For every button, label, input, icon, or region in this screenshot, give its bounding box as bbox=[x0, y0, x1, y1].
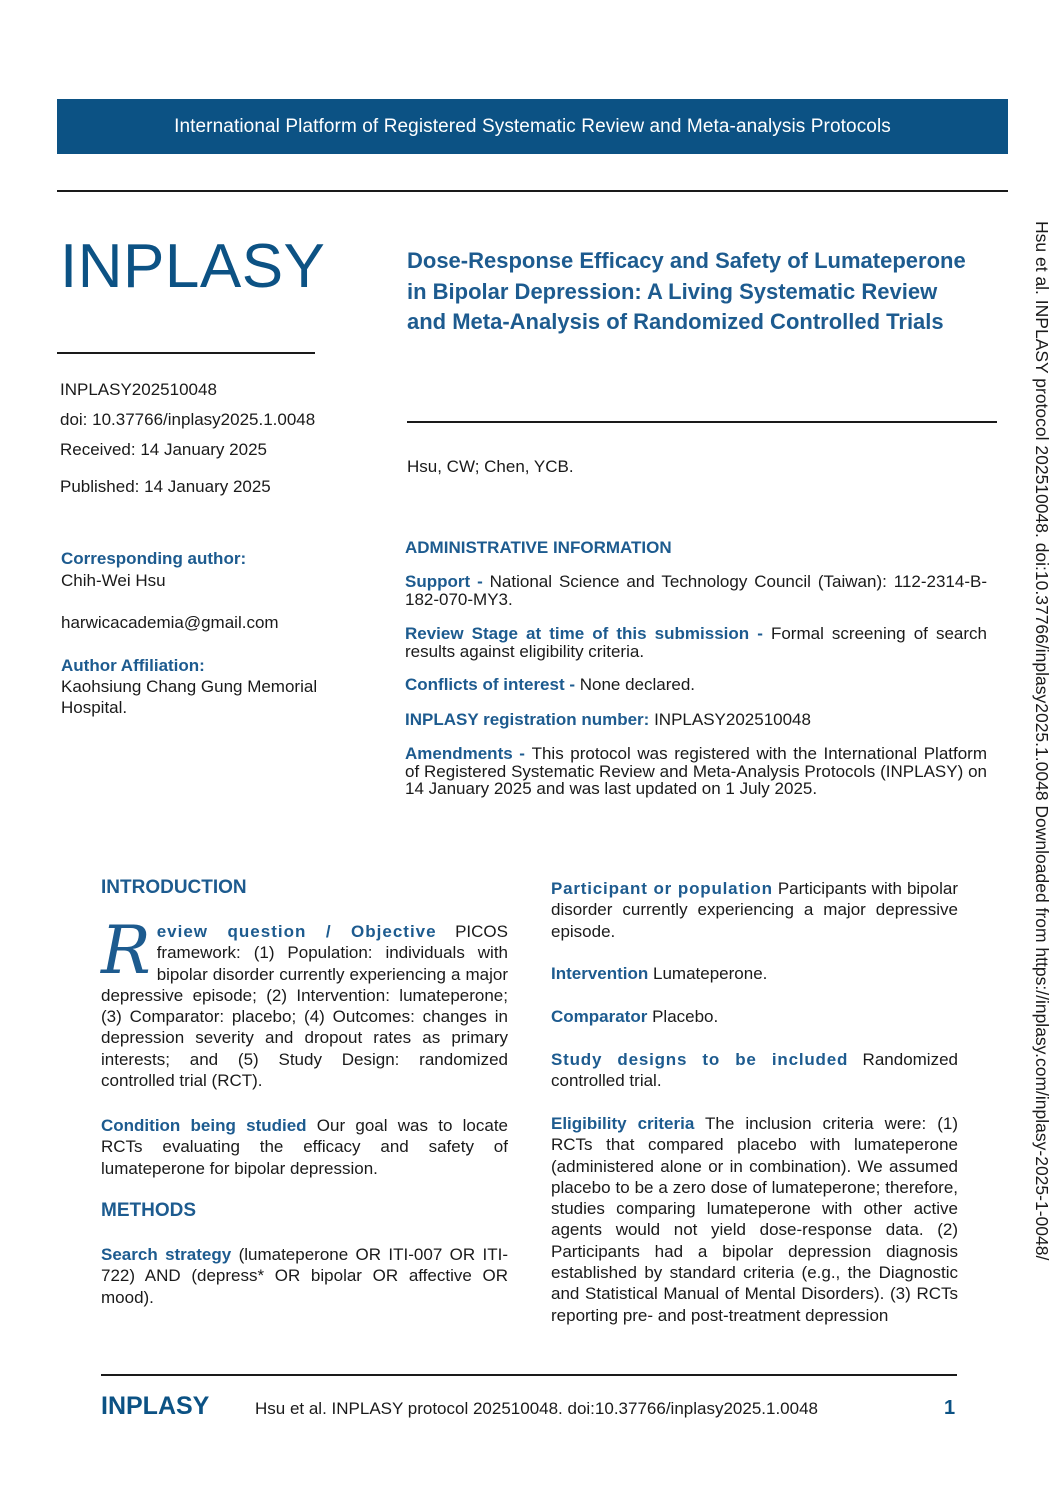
admin-amendments: Amendments - This protocol was registered with the International Platform of Registered Systematic Review and Meta-Analysis Protocols (INPLASY) on 14 January 2025 and was last updated on 1 July 2025. bbox=[405, 744, 987, 798]
admin-registration: INPLASY registration number: INPLASY202510048 bbox=[405, 710, 811, 729]
review-question: Review question / Objective PICOS framework: (1) Population: individuals with bipolar disorder currently experiencing a major depressive episode; (2) Intervention: lumateperone; (3) Comparator: placebo; (4) Outcomes: changes in depression severity and dropout rates as primary interests; and (5) Study Design: randomized controlled trial (RCT). bbox=[101, 912, 508, 1091]
logo-rule bbox=[57, 352, 315, 354]
methods-heading: METHODS bbox=[101, 1200, 196, 1221]
authors: Hsu, CW; Chen, YCB. bbox=[407, 457, 574, 476]
corresponding-author-label: Corresponding author: bbox=[61, 549, 247, 568]
admin-support: Support - National Science and Technology Council (Taiwan): 112-2314-B-182-070-MY3. bbox=[405, 572, 987, 609]
side-download-note: Hsu et al. INPLASY protocol 202510048. doi:10.37766/inplasy2025.1.0048 Downloaded from https://inplasy.com/inplasy-2025-1-0048/ bbox=[1032, 221, 1052, 1261]
published-date: Published: 14 January 2025 bbox=[60, 477, 271, 496]
received-date: Received: 14 January 2025 bbox=[60, 440, 267, 459]
admin-review-stage: Review Stage at time of this submission - Formal screening of search results against eligibility criteria. bbox=[405, 624, 987, 661]
doi: doi: 10.37766/inplasy2025.1.0048 bbox=[60, 410, 316, 429]
affiliation: Kaohsiung Chang Gung Memorial Hospital. bbox=[61, 677, 318, 717]
study-designs: Study designs to be included Randomized controlled trial. bbox=[551, 1050, 958, 1091]
page-number: 1 bbox=[944, 1397, 956, 1419]
header-rule bbox=[57, 190, 1008, 192]
platform-banner: International Platform of Registered Systematic Review and Meta-analysis Protocols bbox=[57, 99, 1008, 154]
footer-logo: INPLASY bbox=[101, 1392, 210, 1420]
search-strategy: Search strategy (lumateperone OR ITI-007 OR ITI-722) AND (depress* OR bipolar OR affective OR mood). bbox=[101, 1245, 508, 1307]
protocol-id: INPLASY202510048 bbox=[60, 380, 217, 399]
introduction-heading: INTRODUCTION bbox=[101, 877, 247, 898]
corresponding-author-name: Chih-Wei Hsu bbox=[61, 571, 166, 590]
condition-studied: Condition being studied Our goal was to locate RCTs evaluating the efficacy and safety of lumateperone for bipolar depression. bbox=[101, 1116, 508, 1178]
admin-conflicts: Conflicts of interest - None declared. bbox=[405, 675, 696, 694]
comparator: Comparator Placebo. bbox=[551, 1007, 719, 1026]
corresponding-email: harwicacademia@gmail.com bbox=[61, 613, 279, 632]
intervention: Intervention Lumateperone. bbox=[551, 964, 768, 983]
paper-title: Dose-Response Efficacy and Safety of Lumateperone in Bipolar Depression: A Living Systematic Review and Meta-Analysis of Randomized Controlled Trials bbox=[407, 248, 966, 334]
participants: Participant or population Participants with bipolar disorder currently experiencing a major depressive episode. bbox=[551, 879, 958, 941]
eligibility-criteria: Eligibility criteria The inclusion criteria were: (1) RCTs that compared placebo with lumateperone (administered alone or in combination). We assumed placebo to be a zero dose of lumateperone; therefore, studies comparing lumateperone with other active agents would not yield dose-response data. (2) Participants had a bipolar depression diagnosis established by standard criteria (e.g., the Diagnostic and Statistical Manual of Mental Disorders). (3) RCTs reporting pre- and post-treatment depression bbox=[551, 1114, 958, 1325]
footer-rule bbox=[101, 1374, 957, 1376]
footer-citation: Hsu et al. INPLASY protocol 202510048. doi:10.37766/inplasy2025.1.0048 bbox=[255, 1399, 818, 1418]
admin-heading: ADMINISTRATIVE INFORMATION bbox=[405, 538, 672, 557]
inplasy-logo: INPLASY bbox=[60, 232, 326, 301]
affiliation-label: Author Affiliation: bbox=[61, 656, 205, 675]
title-rule bbox=[407, 421, 997, 423]
drop-cap: R bbox=[101, 912, 151, 989]
